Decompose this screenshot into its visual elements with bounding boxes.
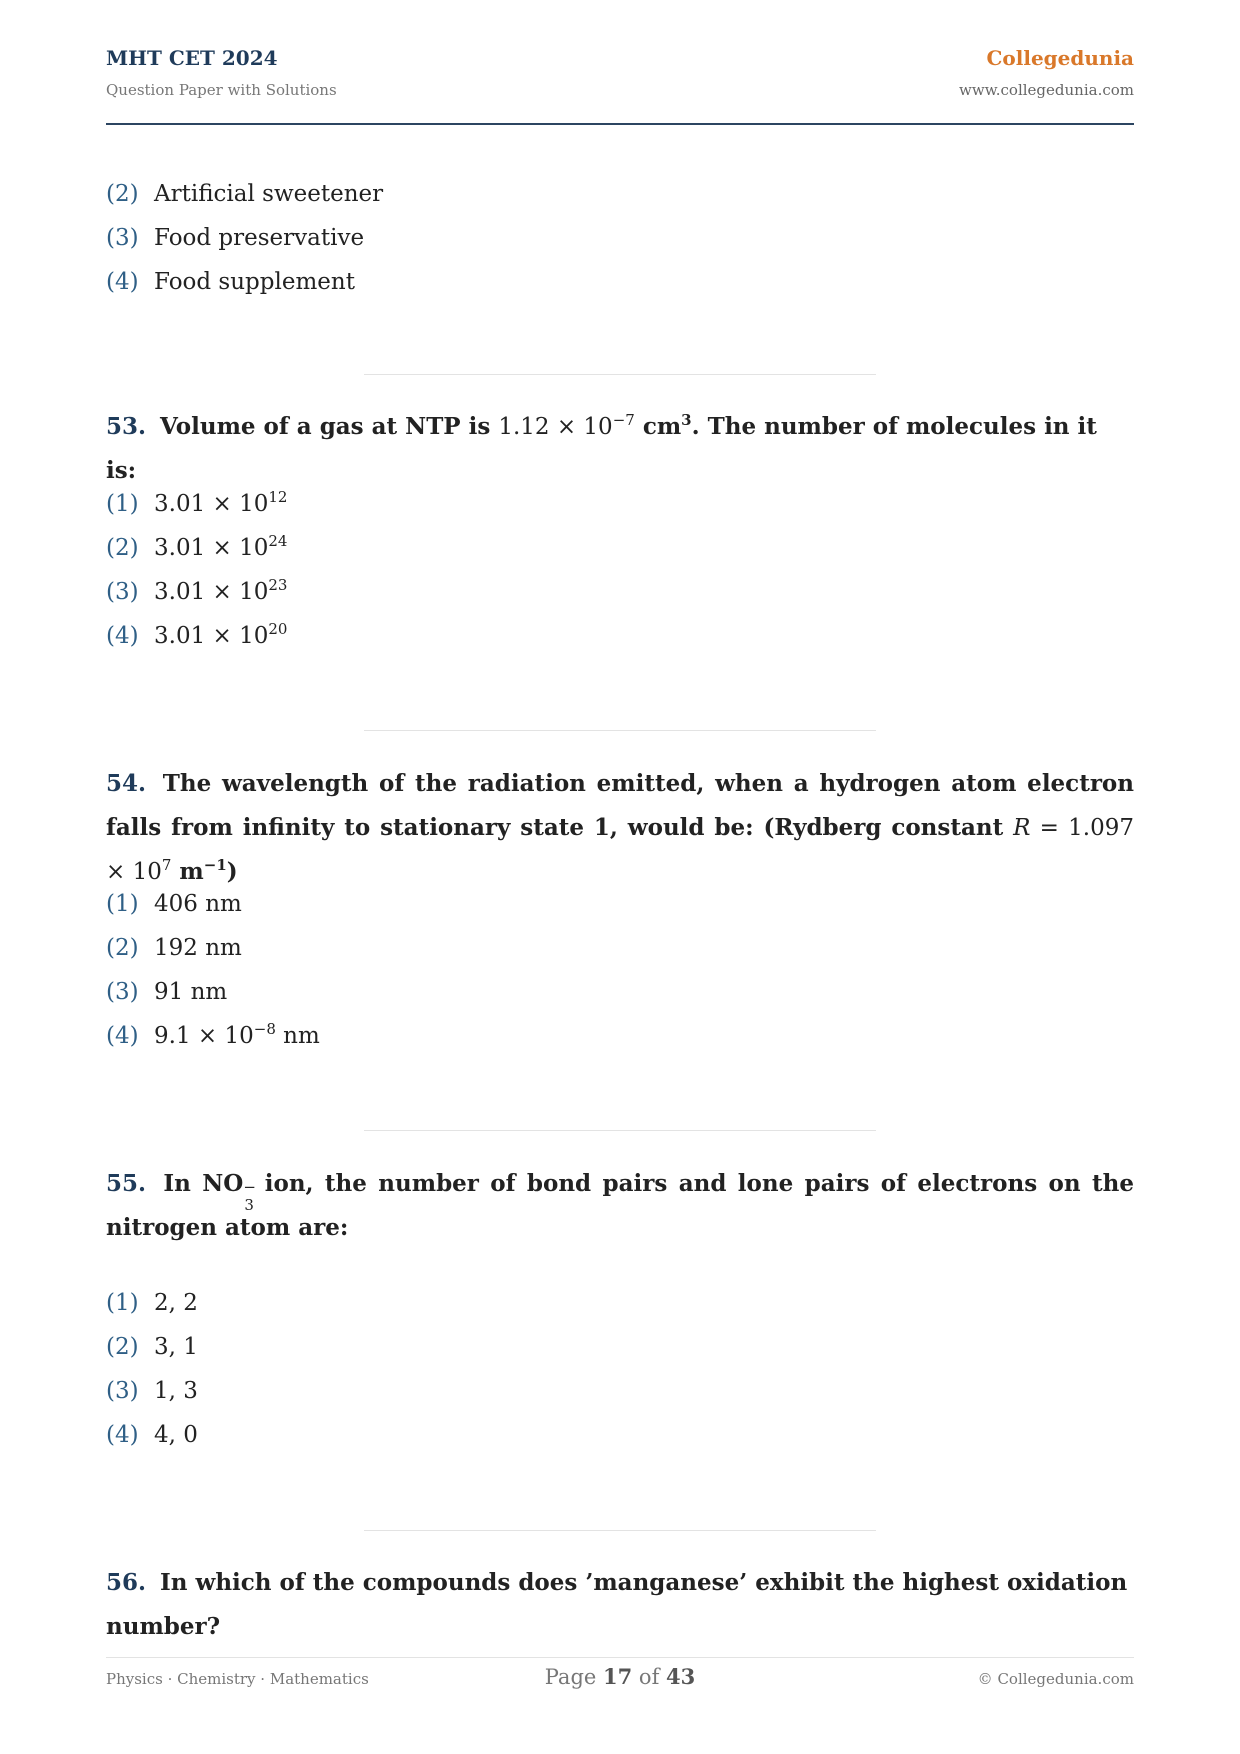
option-text [154, 1020, 320, 1049]
option-text: 406 nm [154, 891, 242, 917]
page-current: 17 [603, 1664, 633, 1689]
unit: m [179, 858, 204, 885]
option-unit: nm [275, 1023, 320, 1049]
value-base: = 1.097 × 10 [106, 815, 1134, 885]
question-number: 53. [106, 413, 147, 440]
brand-url[interactable]: www.collegedunia.com [959, 81, 1134, 99]
footer-subjects: Physics · Chemistry · Mathematics [106, 1670, 369, 1688]
option-text: Food preservative [154, 225, 365, 251]
option-text: 4, 0 [154, 1422, 198, 1448]
brand-name: Collegedunia [986, 46, 1134, 70]
q54-options [106, 882, 320, 1058]
q55-options [106, 1281, 198, 1457]
question-53 [106, 405, 1134, 493]
option-base: 9.1 × 10 [154, 1023, 254, 1049]
option[interactable] [106, 260, 383, 304]
question-54 [106, 762, 1134, 894]
option[interactable] [106, 1369, 198, 1413]
option-number: (3) [106, 979, 139, 1005]
question-56 [106, 1561, 1134, 1649]
option[interactable] [106, 970, 320, 1014]
option-text: Food supplement [154, 269, 355, 295]
unit: cm [642, 413, 682, 440]
option-number: (1) [106, 891, 139, 917]
option-exponent: 23 [268, 576, 288, 594]
option-number: (1) [106, 1290, 139, 1316]
option-base: 3.01 × 10 [154, 491, 269, 517]
math-variable: R [1013, 815, 1031, 841]
footer-divider [106, 1657, 1134, 1658]
formula-base: NO [202, 1170, 244, 1197]
option[interactable] [106, 1413, 198, 1457]
option[interactable] [106, 614, 287, 658]
math-unit [643, 413, 692, 440]
option-text [154, 532, 288, 561]
question-separator [364, 1130, 876, 1131]
option-text: 2, 2 [154, 1290, 198, 1316]
page-of: of [638, 1665, 660, 1689]
question-text: Volume of a gas at NTP is [160, 413, 491, 440]
option-text: Artificial sweetener [154, 181, 384, 207]
question-text-end: ion, the number of bond pairs and lone pairs of electrons on the nitrogen atom are: [106, 1170, 1134, 1241]
option-number: (4) [106, 1422, 139, 1448]
footer-copyright: © Collegedunia.com [977, 1670, 1134, 1688]
q53-options [106, 482, 287, 658]
option-number: (3) [106, 225, 139, 251]
option-text: 91 nm [154, 979, 228, 1005]
option-number: (3) [106, 1378, 139, 1404]
option[interactable] [106, 172, 383, 216]
header-divider [106, 123, 1134, 125]
option-text: 192 nm [154, 935, 242, 961]
math-unit [179, 858, 226, 885]
page-header [106, 46, 1134, 126]
option-number: (4) [106, 1023, 139, 1049]
option-number: (2) [106, 1334, 139, 1360]
question-text: In which of the compounds does ’manganese’ exhibit the highest oxidation number? [106, 1569, 1128, 1640]
exam-subtitle: Question Paper with Solutions [106, 81, 337, 99]
value-exponent: 7 [161, 856, 172, 874]
page-total: 43 [666, 1664, 696, 1689]
question-number: 55. [106, 1170, 147, 1197]
option-text: 1, 3 [154, 1378, 198, 1404]
option-text [154, 620, 288, 649]
question-separator [364, 374, 876, 375]
option-exponent: 24 [268, 532, 288, 550]
unit-exponent: −1 [203, 856, 227, 874]
question-separator [364, 1530, 876, 1531]
math-value [498, 411, 635, 440]
option-text [154, 576, 288, 605]
option-text: 3, 1 [154, 1334, 198, 1360]
question-number: 54. [106, 770, 147, 797]
option[interactable] [106, 926, 320, 970]
q52-options [106, 172, 383, 304]
option-base: 3.01 × 10 [154, 579, 269, 605]
option-number: (2) [106, 935, 139, 961]
formula-subscript: 3 [244, 1196, 254, 1214]
value-exponent: −7 [612, 411, 635, 429]
option-exponent: −8 [253, 1020, 276, 1038]
chemical-formula [202, 1170, 256, 1214]
option-number: (4) [106, 269, 139, 295]
option-base: 3.01 × 10 [154, 535, 269, 561]
question-number: 56. [106, 1569, 147, 1596]
option[interactable] [106, 1325, 198, 1369]
option-number: (3) [106, 579, 139, 605]
option[interactable] [106, 1014, 320, 1058]
option[interactable] [106, 216, 383, 260]
option[interactable] [106, 1281, 198, 1325]
option[interactable] [106, 570, 287, 614]
option-exponent: 12 [268, 488, 288, 506]
question-55 [106, 1162, 1134, 1250]
question-text-end: ) [226, 858, 238, 885]
question-text: The wavelength of the radiation emitted, when a hydrogen atom electron falls from infinity to stationary state 1, would be: (Rydberg constant [106, 770, 1134, 841]
option-number: (2) [106, 181, 139, 207]
option[interactable] [106, 482, 287, 526]
option[interactable] [106, 882, 320, 926]
option-number: (4) [106, 623, 139, 649]
question-text: In [163, 1170, 191, 1197]
question-separator [364, 730, 876, 731]
formula-charge: − [243, 1178, 256, 1196]
page-label: Page [544, 1665, 597, 1689]
unit-exponent: 3 [681, 411, 692, 429]
option-number: (2) [106, 535, 139, 561]
option-base: 3.01 × 10 [154, 623, 269, 649]
exam-title: MHT CET 2024 [106, 46, 278, 70]
option[interactable] [106, 526, 287, 570]
option-number: (1) [106, 491, 139, 517]
question-text-end: . The number of molecules in it is: [106, 413, 1097, 484]
option-exponent: 20 [268, 620, 288, 638]
option-text [154, 488, 288, 517]
value-base: 1.12 × 10 [498, 414, 613, 440]
